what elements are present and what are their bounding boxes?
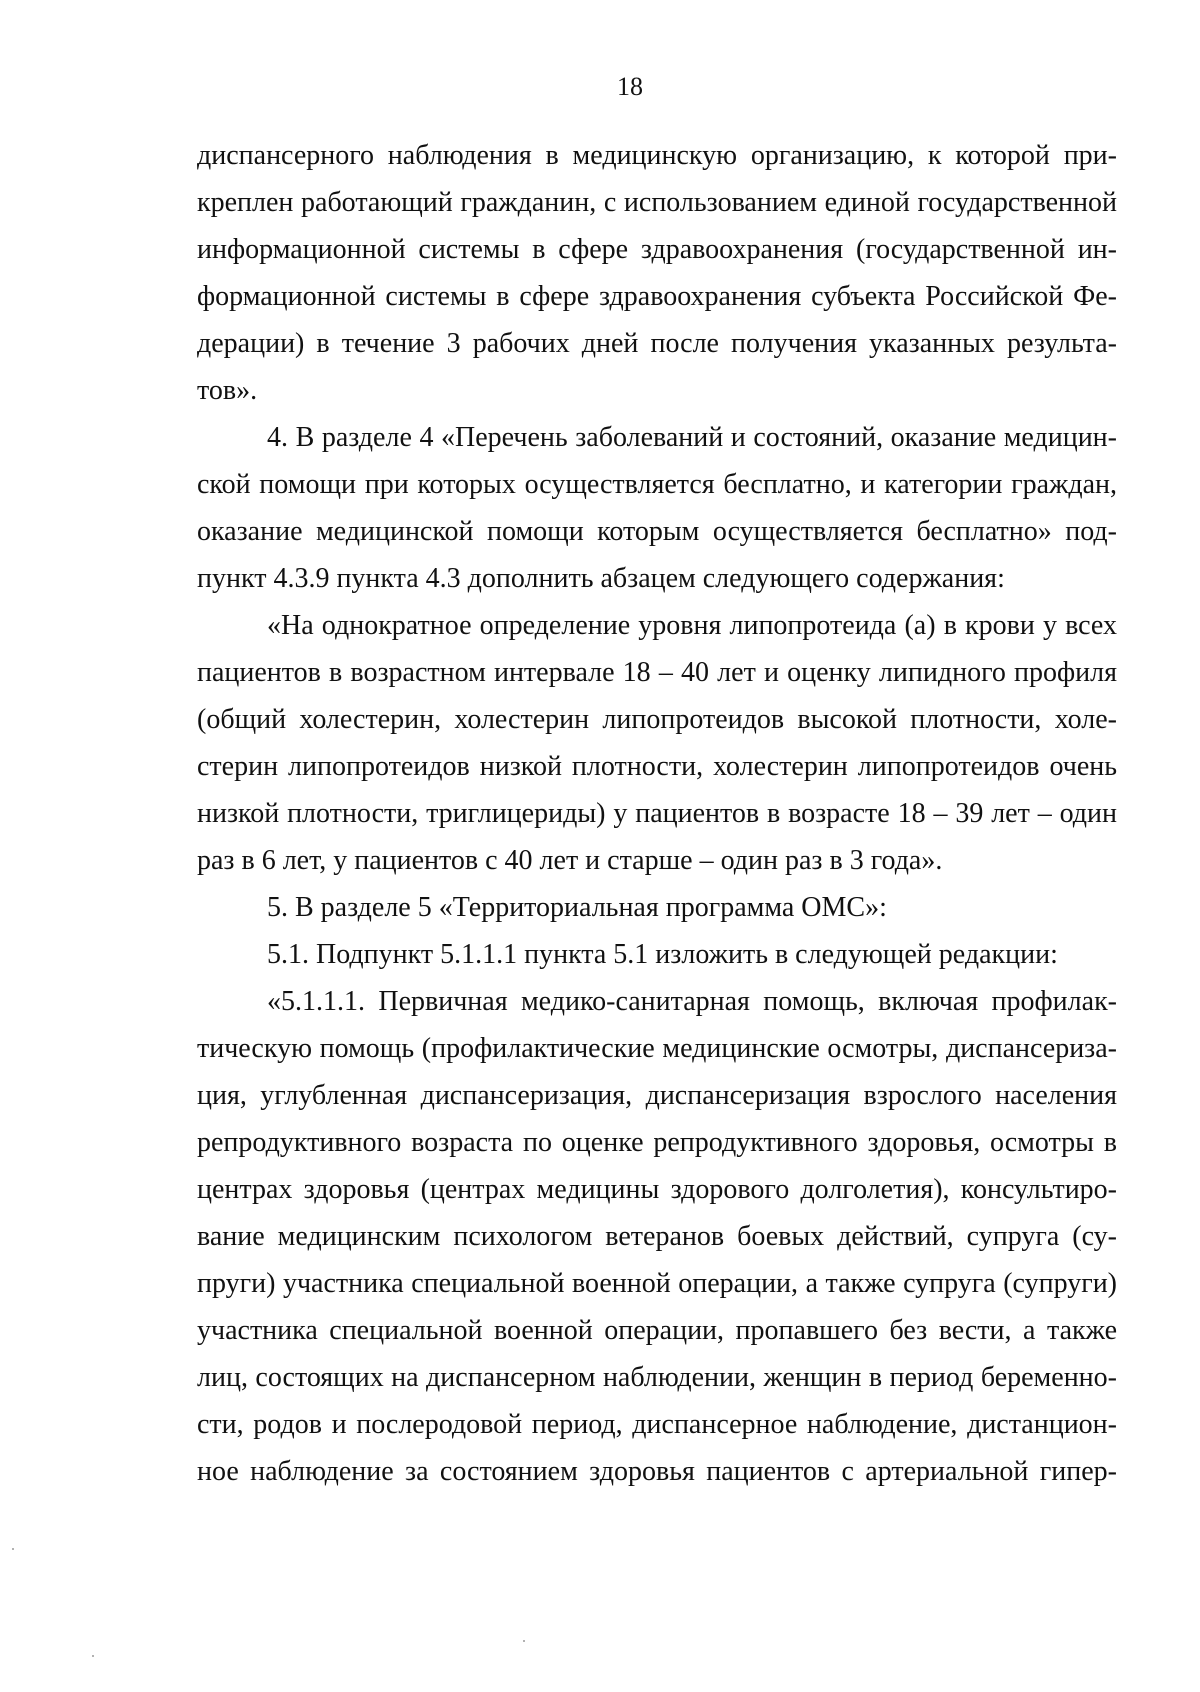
- text-line: диспансерного наблюдения в медицинскую организацию, к которой при-: [197, 140, 1117, 171]
- text-line: (общий холестерин, холестерин липопротеидов высокой плотности, холе-: [197, 704, 1117, 735]
- scan-speck: [523, 1640, 525, 1642]
- text-line: центрах здоровья (центрах медицины здорового долголетия), консультиро-: [197, 1174, 1117, 1205]
- text-line: пациентов в возрастном интервале 18 – 40 лет и оценку липидного профиля: [197, 657, 1117, 688]
- text-line: «На однократное определение уровня липопротеида (а) в крови у всех: [267, 610, 1117, 641]
- text-line: креплен работающий гражданин, с использованием единой государственной: [197, 187, 1117, 218]
- text-line: тов».: [197, 375, 258, 406]
- text-line: ской помощи при которых осуществляется бесплатно, и категории граждан,: [197, 469, 1117, 500]
- text-line: вание медицинским психологом ветеранов боевых действий, супруга (су-: [197, 1221, 1117, 1252]
- text-line: ция, углубленная диспансеризация, диспансеризация взрослого населения: [197, 1080, 1117, 1111]
- page-number: 18: [617, 72, 643, 101]
- text-line: низкой плотности, триглицериды) у пациентов в возрасте 18 – 39 лет – один: [197, 798, 1117, 829]
- body-text: [197, 132, 1117, 1495]
- text-line: оказание медицинской помощи которым осуществляется бесплатно» под-: [197, 516, 1117, 547]
- text-line: сти, родов и послеродовой период, диспансерное наблюдение, дистанцион-: [197, 1409, 1117, 1440]
- text-line: 4. В разделе 4 «Перечень заболеваний и состояний, оказание медицин-: [267, 422, 1117, 453]
- text-line: стерин липопротеидов низкой плотности, холестерин липопротеидов очень: [197, 751, 1117, 782]
- text-line: репродуктивного возраста по оценке репродуктивного здоровья, осмотры в: [197, 1127, 1117, 1158]
- text-line: 5.1. Подпункт 5.1.1.1 пункта 5.1 изложить в следующей редакции:: [267, 939, 1058, 970]
- text-line: пункт 4.3.9 пункта 4.3 дополнить абзацем следующего содержания:: [197, 563, 1005, 594]
- text-line: формационной системы в сфере здравоохранения субъекта Российской Фе-: [197, 281, 1117, 312]
- text-line: «5.1.1.1. Первичная медико-санитарная помощь, включая профилак-: [267, 986, 1117, 1017]
- text-line: дерации) в течение 3 рабочих дней после получения указанных результа-: [197, 328, 1117, 359]
- text-line: тическую помощь (профилактические медицинские осмотры, диспансериза-: [197, 1033, 1117, 1064]
- text-line: информационной системы в сфере здравоохранения (государственной ин-: [197, 234, 1117, 265]
- text-line: раз в 6 лет, у пациентов с 40 лет и старше – один раз в 3 года».: [197, 845, 943, 876]
- scan-speck: [12, 1548, 14, 1550]
- scan-speck: [92, 1655, 94, 1657]
- text-line: лиц, состоящих на диспансерном наблюдении, женщин в период беременно-: [197, 1362, 1117, 1393]
- text-line: ное наблюдение за состоянием здоровья пациентов с артериальной гипер-: [197, 1456, 1117, 1487]
- text-line: пруги) участника специальной военной операции, а также супруга (супруги): [197, 1268, 1117, 1299]
- text-line: участника специальной военной операции, пропавшего без вести, а также: [197, 1315, 1117, 1346]
- text-line: 5. В разделе 5 «Территориальная программа ОМС»:: [267, 892, 887, 923]
